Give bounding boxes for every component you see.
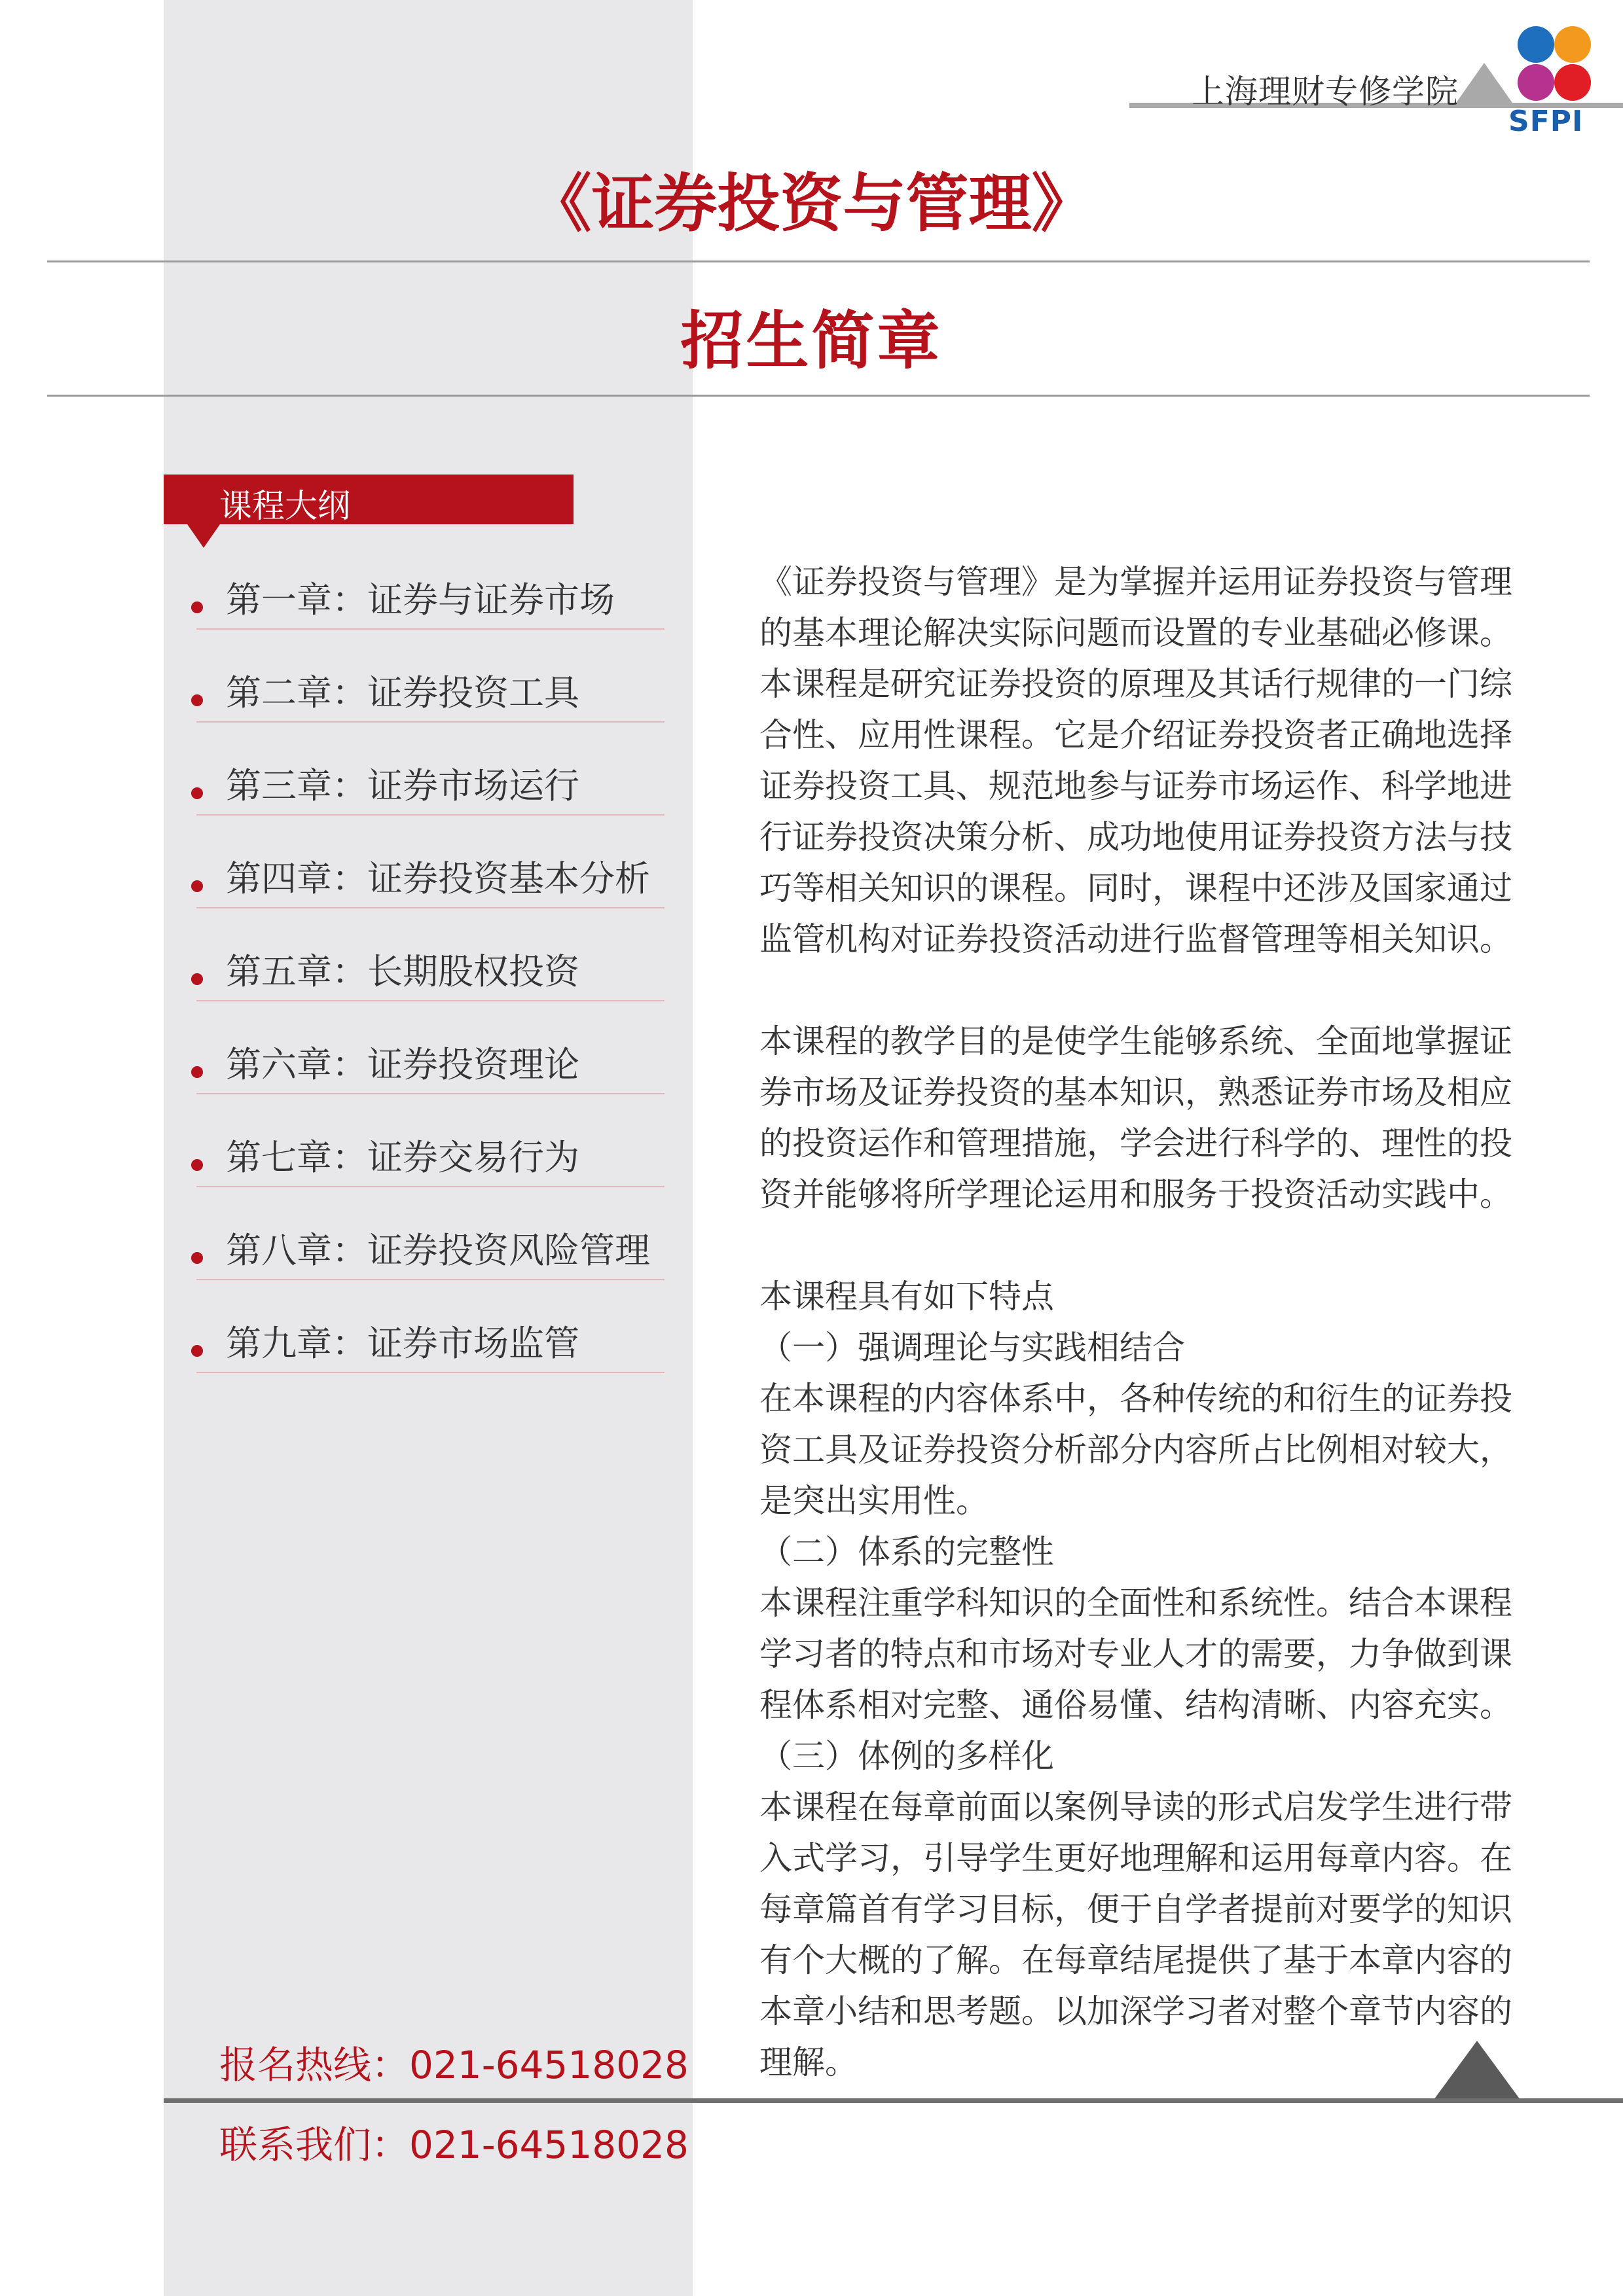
- bullet-icon: [191, 1252, 203, 1264]
- chapter-underline: [196, 1093, 665, 1094]
- feature-2-title: （二）体系的完整性: [759, 1533, 1054, 1571]
- chapter-label: 第六章：证券投资理论: [226, 1044, 579, 1085]
- bullet-icon: [191, 1345, 203, 1357]
- footer-triangle: [1434, 2041, 1520, 2100]
- sfpi-logo: [1506, 26, 1597, 137]
- footer-line: [164, 2098, 1623, 2103]
- chapter-item: [190, 1029, 671, 1101]
- chapter-underline: [196, 628, 665, 630]
- intro-paragraph: 《证券投资与管理》是为掌握并运用证券投资与管理的基本理论解决实际问题而设置的专业基础必修课。本课程是研究证券投资的原理及其话行规律的一门综合性、应用性课程。它是介绍证券投资者正确地选择证券投资工具、规范地参与证券市场运作、科学地进行证券投资决策分析、成功地使用证券投资方法与技巧等相关知识的课程。同时，课程中还涉及国家通过监管机构对证券投资活动进行监督管理等相关知识。: [759, 563, 1512, 958]
- title-divider-bottom: [47, 395, 1590, 397]
- paragraph-gap: [759, 1220, 1519, 1271]
- chapter-label: 第四章：证券投资基本分析: [226, 858, 650, 899]
- outline-tab-tip: [187, 524, 220, 548]
- bullet-icon: [191, 1066, 203, 1078]
- paragraph-gap: [759, 965, 1519, 1016]
- bullet-icon: [191, 1159, 203, 1171]
- title-divider-top: [47, 260, 1590, 262]
- chapter-label: 第八章：证券投资风险管理: [226, 1230, 650, 1271]
- logo-dot-orange: [1554, 26, 1591, 63]
- logo-dot-red: [1554, 64, 1591, 101]
- chapter-item: [190, 1122, 671, 1194]
- feature-2-text: 本课程注重学科知识的全面性和系统性。结合本课程学习者的特点和市场对专业人才的需要，力争做到课程体系相对完整、通俗易懂、结构清晰、内容充实。: [759, 1584, 1512, 1724]
- outline-tab-label: 课程大纲: [219, 487, 350, 525]
- chapter-item: [190, 843, 671, 915]
- chapter-label: 第五章：长期股权投资: [226, 951, 579, 992]
- bullet-icon: [191, 787, 203, 799]
- feature-3-title: （三）体例的多样化: [759, 1737, 1054, 1775]
- logo-text: SFPI: [1508, 105, 1584, 138]
- chapter-underline: [196, 814, 665, 816]
- contact-text: 联系我们：021-64518028: [219, 2123, 689, 2167]
- outline-tab: [164, 475, 574, 524]
- chapter-label: 第二章：证券投资工具: [226, 672, 579, 713]
- feature-1-title: （一）强调理论与实践相结合: [759, 1329, 1185, 1367]
- page-subtitle: 招生简章: [680, 304, 943, 378]
- chapter-item: [190, 1308, 671, 1380]
- chapter-underline: [196, 721, 665, 723]
- hotline-text: 报名热线：021-64518028: [219, 2043, 689, 2087]
- bullet-icon: [191, 973, 203, 985]
- bullet-icon: [191, 880, 203, 892]
- page-title: 《证券投资与管理》: [528, 167, 1095, 240]
- header-notch: [1455, 63, 1514, 105]
- chapter-label: 第三章：证券市场运行: [226, 765, 579, 806]
- chapter-underline: [196, 907, 665, 908]
- goal-paragraph: 本课程的教学目的是使学生能够系统、全面地掌握证券市场及证券投资的基本知识，熟悉证券市场及相应的投资运作和管理措施，学会进行科学的、理性的投资并能够将所学理论运用和服务于投资活动实践中。: [759, 1022, 1512, 1213]
- bullet-icon: [191, 601, 203, 613]
- chapter-item: [190, 564, 671, 636]
- school-name: 上海理财专修学院: [1192, 73, 1459, 111]
- logo-dot-blue: [1518, 26, 1554, 63]
- chapter-underline: [196, 1186, 665, 1187]
- chapter-underline: [196, 1372, 665, 1373]
- chapter-item: [190, 1215, 671, 1287]
- feature-1-text: 在本课程的内容体系中，各种传统的和衍生的证券投资工具及证券投资分析部分内容所占比例相对较大，是突出实用性。: [759, 1380, 1512, 1520]
- chapter-label: 第一章：证券与证券市场: [226, 579, 615, 620]
- chapter-item: [190, 750, 671, 822]
- chapter-label: 第七章：证券交易行为: [226, 1137, 579, 1178]
- features-intro: 本课程具有如下特点: [759, 1278, 1054, 1316]
- chapter-underline: [196, 1279, 665, 1280]
- chapter-label: 第九章：证券市场监管: [226, 1323, 579, 1364]
- logo-dot-purple: [1518, 64, 1554, 101]
- chapter-underline: [196, 1000, 665, 1001]
- bullet-icon: [191, 694, 203, 706]
- feature-3-text: 本课程在每章前面以案例导读的形式启发学生进行带入式学习，引导学生更好地理解和运用每章内容。在每章篇首有学习目标，便于自学者提前对要学的知识有个大概的了解。在每章结尾提供了基于本章内容的本章小结和思考题。以加深学习者对整个章节内容的理解。: [759, 1788, 1512, 2081]
- chapter-item: [190, 657, 671, 729]
- chapter-item: [190, 936, 671, 1008]
- course-description: [759, 556, 1519, 2088]
